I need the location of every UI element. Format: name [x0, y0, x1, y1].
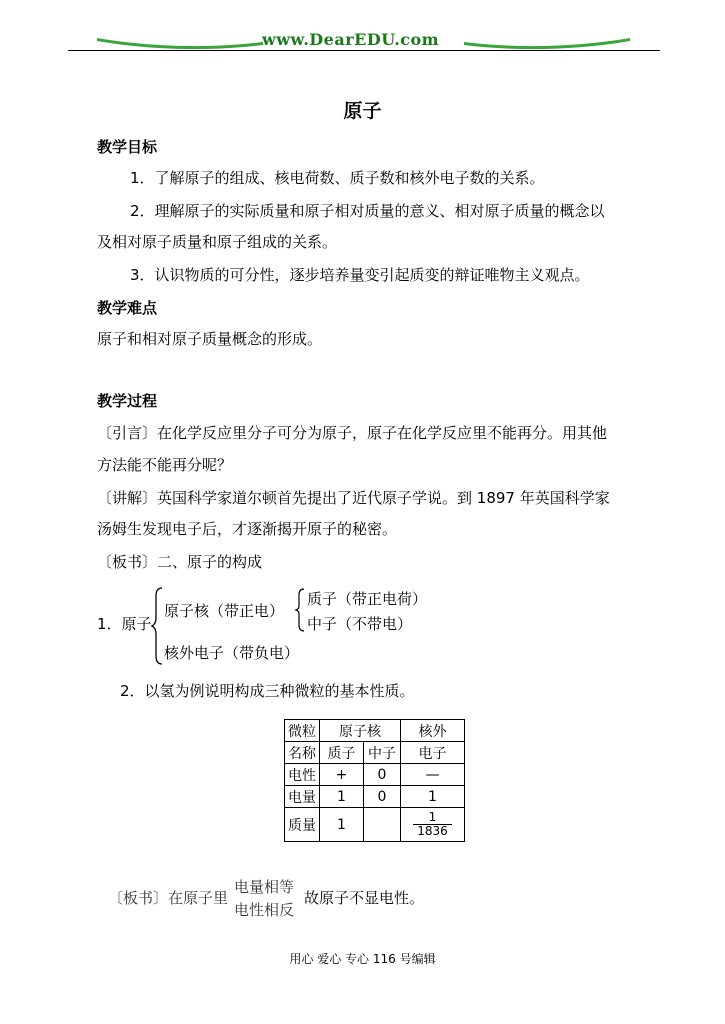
row-label-charge-type: 电性: [285, 764, 320, 786]
heading-difficulty: 教学难点: [97, 299, 158, 317]
page-title: 原子: [343, 100, 382, 122]
table-header-particle-1: 微粒: [285, 720, 320, 742]
board2-pre: 在原子里: [168, 889, 229, 907]
board-tag: 〔板书〕: [97, 553, 158, 571]
fraction-numerator: 1: [413, 811, 452, 825]
cell: 1: [401, 786, 465, 808]
lecture-text-1: 英国科学家道尔顿首先提出了近代原子学说。到 1897 年英国科学家: [157, 489, 610, 507]
board-text: 二、原子的构成: [157, 553, 263, 571]
intro-line2: 方法能不能再分呢？: [97, 456, 233, 474]
header-swoosh-right: [462, 30, 632, 52]
structure-electron: 核外电子（带负电）: [164, 644, 300, 662]
particle-properties-table: [284, 719, 465, 842]
board2-bottom: 电性相反: [234, 901, 295, 919]
table-header-electron-2: 电子: [401, 742, 465, 764]
cell: [364, 808, 401, 842]
cell: —: [401, 764, 465, 786]
cell: 0: [364, 764, 401, 786]
lecture-line1: [97, 488, 610, 508]
structure-atom-label: 1．原子: [97, 615, 152, 633]
table-header-nucleus: 原子核: [320, 720, 401, 742]
header-swoosh-left: [95, 30, 265, 52]
table-row: [285, 764, 465, 786]
site-logo-text: www.DearEDU.com: [262, 30, 440, 49]
structure-neutron: 中子（不带电）: [307, 615, 413, 633]
intro-line1: [97, 423, 607, 443]
cell: 0: [364, 786, 401, 808]
lecture-tag: 〔讲解〕: [97, 489, 158, 507]
board2-prefix: [108, 888, 228, 908]
board2-post: 故原子不显电性。: [304, 889, 425, 907]
header-rule: [68, 50, 660, 51]
page-footer: 用心 爱心 专心 116 号编辑: [289, 952, 436, 966]
intro-tag: 〔引言〕: [97, 424, 158, 442]
table-row: [285, 786, 465, 808]
brace-atom: [150, 586, 164, 666]
structure-proton: 质子（带正电荷）: [307, 590, 428, 608]
lecture-line2: 汤姆生发现电子后，才逐渐揭开原子的秘密。: [97, 520, 398, 538]
goal-2-line1: 2．理解原子的实际质量和原子相对质量的意义、相对原子质量的概念以: [130, 202, 605, 220]
cell: +: [320, 764, 364, 786]
table-header-neutron: 中子: [364, 742, 401, 764]
cell: 1: [320, 786, 364, 808]
table-header-proton: 质子: [320, 742, 364, 764]
board2-top: 电量相等: [234, 878, 295, 896]
row-label-charge-amount: 电量: [285, 786, 320, 808]
board-line: [97, 552, 262, 572]
difficulty-text: 原子和相对原子质量概念的形成。: [97, 330, 323, 348]
table-header-electron-1: 核外: [401, 720, 465, 742]
table-row: [285, 808, 465, 842]
goal-1: 1．了解原子的组成、核电荷数、质子数和核外电子数的关系。: [130, 169, 545, 187]
cell-electron-mass: [401, 808, 465, 842]
heading-goals: 教学目标: [97, 138, 158, 156]
row-label-mass: 质量: [285, 808, 320, 842]
intro-text-1: 在化学反应里分子可分为原子，原子在化学反应里不能再分。用其他: [157, 424, 608, 442]
fraction: [413, 811, 452, 838]
heading-process: 教学过程: [97, 392, 158, 410]
goal-2-line2: 及相对原子质量和原子组成的关系。: [97, 233, 338, 251]
table-header-particle-2: 名称: [285, 742, 320, 764]
item-2: 2．以氢为例说明构成三种微粒的基本性质。: [120, 682, 415, 700]
board2-tag: 〔板书〕: [108, 889, 169, 907]
structure-nucleus: 原子核（带正电）: [164, 602, 285, 620]
fraction-denominator: 1836: [417, 823, 448, 838]
cell: 1: [320, 808, 364, 842]
goal-3: 3．认识物质的可分性，逐步培养量变引起质变的辩证唯物主义观点。: [130, 266, 590, 284]
brace-nucleus: [294, 587, 306, 633]
